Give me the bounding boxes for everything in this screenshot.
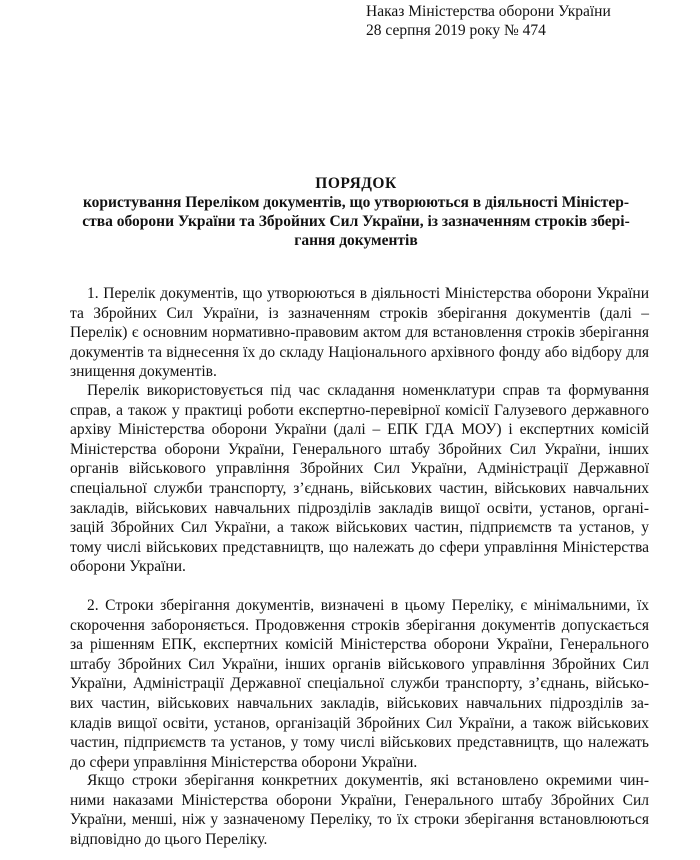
paragraph-1: 1. Перелік документів, що утворюються в діяльності Міністерства оборони України та Збройних Сил України, із зазначенням строків зберігання документів (далі – Перелік) є основним нормативно-правовим актом для встановлення строків зберігання документів та віднесення їх до складу Національного архівного фонду або відбору для знищення документів. xyxy=(70,285,649,381)
paragraph-4-container xyxy=(70,771,649,849)
paragraph-3: 2. Строки зберігання документів, визначені в цьому Переліку, є мінімальними, їх скорочення забороняється. Продовження строків зберігання документів допускається за рішенням ЕПК, експертних комісій Міністерства оборони України, Генерального штабу Збройних Сил України, інших органів військового управління Збройних Сил України, Адміністрації Державної спеціальної служби транспорту, з’єднань, військових частин, військових навчальних закладів, військових навчальних підрозділів закладів вищої освіти, установ, організацій Збройних Сил України, а також військових частин, підприємств та установ, у тому числі військових представництв, що належать до сфери управління Міністерства оборони України. xyxy=(70,597,649,771)
paragraph-4: Якщо строки зберігання конкретних документів, які встановлено окремими чинними наказами Міністерства оборони України, Генерального штабу Збройних Сил України, менші, ніж у зазначеному Переліку, то їх строки зберігання встановлюються відповідно до цього Переліку. xyxy=(70,772,649,848)
paragraph-2: Перелік використовується під час складання номенклатури справ та формування справ, а також у практиці роботи експертно-перевірної комісії Галузевого державного архіву Міністерства оборони України (далі – ЕПК ГДА МОУ) і експертних комісій Міністерства оборони України, Генерального штабу Збройних Сил України, інших органів військового управління Збройних Сил України, Адміністрації Державної спеціальної служби транспорту, з’єднань, військових частин, військових навчальних закладів, військових навчальних підрозділів закладів вищої освіти, установ, організацій Збройних Сил України, а також військових частин, підприємств та установ, у тому числі військових представництв, що належать до сфери управління Міністерства оборони України. xyxy=(70,382,649,576)
document-title-block xyxy=(70,174,642,250)
order-date-number: 28 серпня 2019 року № 474 xyxy=(366,22,546,39)
order-title: Наказ Міністерства оборони України xyxy=(366,3,611,20)
document-subtitle-line-1: користування Переліком документів, що утворюються в діяльності Міністер- xyxy=(82,194,630,211)
document-subtitle-line-2: ства оборони України та Збройних Сил України, із зазначенням строків збері- xyxy=(82,213,630,230)
document-header xyxy=(366,2,611,40)
paragraph-3-container xyxy=(70,596,649,772)
paragraph-2-container xyxy=(70,381,649,577)
document-heading: ПОРЯДОК xyxy=(315,175,397,192)
document-subtitle-line-3: гання документів xyxy=(294,232,418,249)
paragraph-1-container xyxy=(70,284,649,382)
